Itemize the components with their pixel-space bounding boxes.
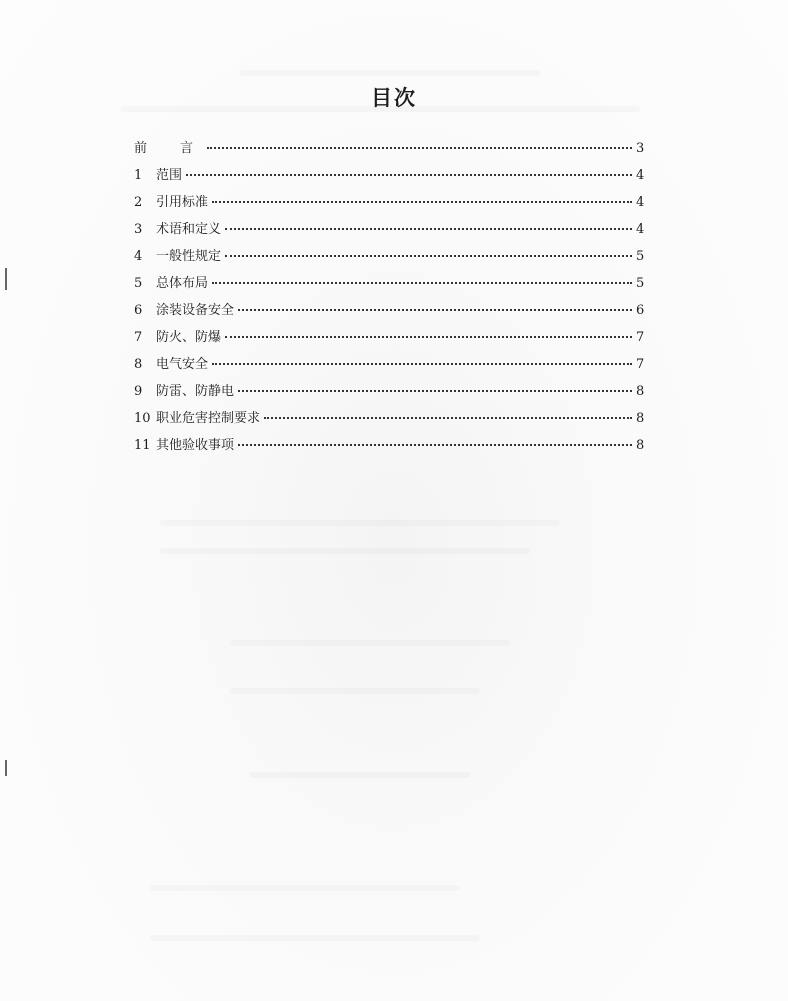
- toc-entry-title: 范围: [156, 168, 183, 183]
- toc-leader-dots: [186, 174, 632, 176]
- toc-page-number: 4: [636, 195, 645, 210]
- toc-page-number: 8: [636, 438, 645, 453]
- scan-edge-mark: [5, 760, 7, 776]
- toc-leader-dots: [212, 282, 632, 284]
- toc-leader-dots: [238, 390, 632, 392]
- toc-leader-dots: [238, 309, 632, 311]
- toc-entry-title: 一般性规定: [156, 249, 222, 264]
- toc-leader-dots: [207, 147, 632, 149]
- bleed-through-mark: [160, 520, 560, 526]
- toc-page-number: 7: [636, 330, 645, 345]
- toc-leader-dots: [225, 228, 632, 230]
- toc-entry-1[interactable]: [134, 164, 644, 191]
- toc-entry-11[interactable]: [134, 434, 644, 461]
- toc-page-number: 3: [636, 141, 645, 156]
- toc-section-number: 2: [134, 195, 143, 210]
- toc-section-number: 1: [134, 168, 143, 183]
- toc-leader-dots: [212, 363, 632, 365]
- toc-entry-title: 防雷、防静电: [156, 384, 235, 399]
- toc-page-number: 7: [636, 357, 645, 372]
- toc-page-number: 8: [636, 411, 645, 426]
- toc-section-number: 7: [134, 330, 143, 345]
- toc-entry-title: 涂装设备安全: [156, 303, 235, 318]
- toc-leader-dots: [212, 201, 632, 203]
- toc-section-number: 6: [134, 303, 143, 318]
- bleed-through-mark: [250, 772, 470, 778]
- toc-section-number: 11: [134, 438, 151, 453]
- toc-entry-title: 总体布局: [156, 276, 209, 291]
- bleed-through-mark: [240, 70, 540, 76]
- bleed-through-mark: [230, 688, 480, 694]
- bleed-through-mark: [150, 885, 460, 891]
- toc-page-number: 4: [636, 222, 645, 237]
- toc-page-number: 5: [636, 249, 645, 264]
- toc-leader-dots: [264, 417, 632, 419]
- toc-leader-dots: [225, 336, 632, 338]
- toc-page-number: 5: [636, 276, 645, 291]
- toc-section-number: 3: [134, 222, 143, 237]
- toc-section-number: 4: [134, 249, 143, 264]
- table-of-contents: [134, 137, 644, 461]
- toc-entry-7[interactable]: [134, 326, 644, 353]
- toc-entry-preface[interactable]: [134, 137, 644, 164]
- toc-section-number: 10: [134, 411, 151, 426]
- toc-page-number: 8: [636, 384, 645, 399]
- toc-entry-3[interactable]: [134, 218, 644, 245]
- toc-entry-4[interactable]: [134, 245, 644, 272]
- toc-entry-title: 职业危害控制要求: [156, 411, 261, 426]
- toc-entry-9[interactable]: [134, 380, 644, 407]
- toc-leader-dots: [225, 255, 632, 257]
- bleed-through-mark: [150, 935, 480, 941]
- toc-section-number: 9: [134, 384, 143, 399]
- page-title: 目次: [371, 85, 417, 110]
- toc-entry-2[interactable]: [134, 191, 644, 218]
- toc-leader-dots: [238, 444, 632, 446]
- toc-entry-10[interactable]: [134, 407, 644, 434]
- toc-entry-6[interactable]: [134, 299, 644, 326]
- toc-entry-title: 术语和定义: [156, 222, 222, 237]
- bleed-through-mark: [160, 548, 530, 554]
- toc-entry-title: 前 言: [134, 141, 204, 156]
- toc-page-number: 6: [636, 303, 645, 318]
- toc-entry-8[interactable]: [134, 353, 644, 380]
- toc-section-number: 8: [134, 357, 143, 372]
- toc-entry-title: 电气安全: [156, 357, 209, 372]
- toc-entry-title: 防火、防爆: [156, 330, 222, 345]
- toc-entry-5[interactable]: [134, 272, 644, 299]
- scan-edge-mark: [5, 268, 7, 290]
- toc-entry-title: 其他验收事项: [156, 438, 235, 453]
- toc-section-number: 5: [134, 276, 143, 291]
- bleed-through-mark: [230, 640, 510, 646]
- toc-page-number: 4: [636, 168, 645, 183]
- toc-entry-title: 引用标准: [156, 195, 209, 210]
